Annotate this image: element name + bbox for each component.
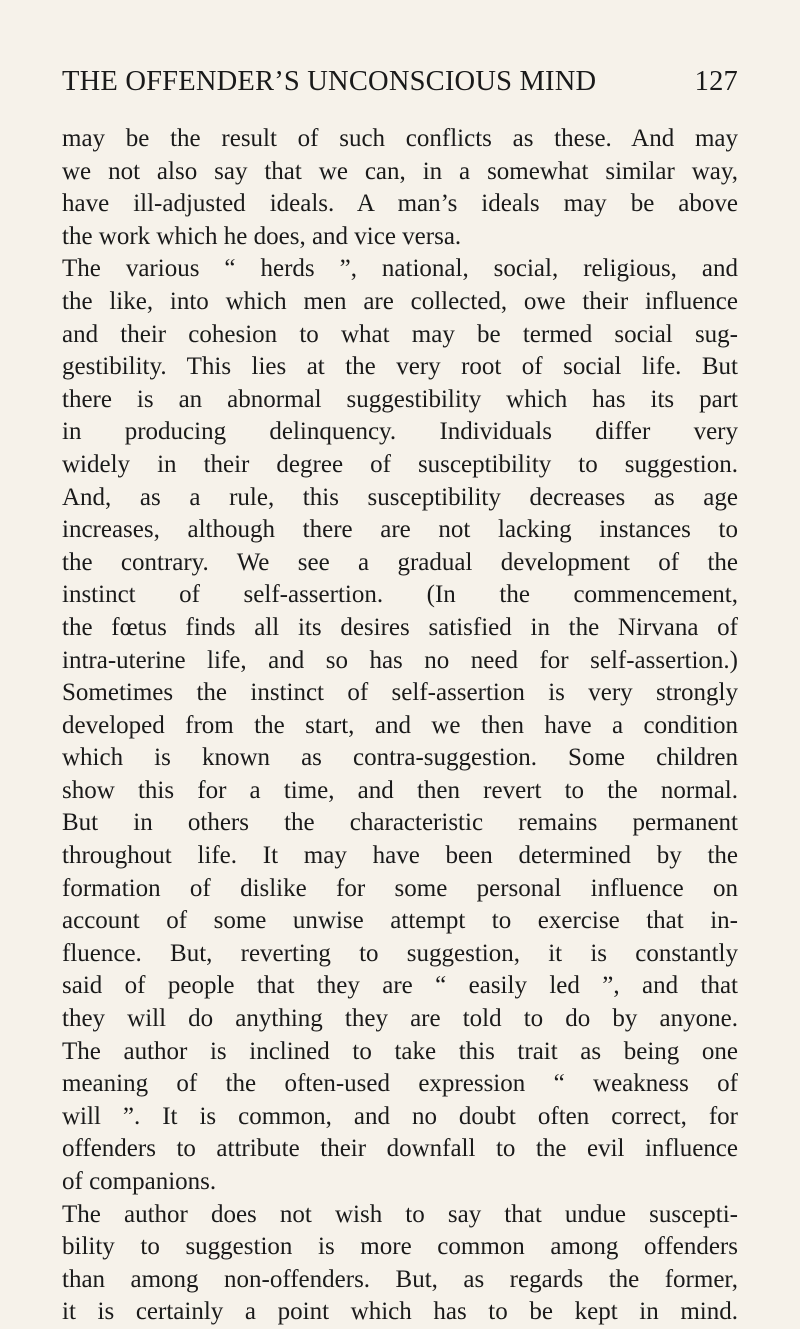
text-line: throughout life. It may have been determined by the: [62, 842, 738, 870]
page-number: 127: [694, 66, 738, 97]
text-line: developed from the start, and we then have a condition: [62, 711, 738, 739]
body-text: [62, 123, 738, 1329]
paragraph-3: [62, 1199, 738, 1329]
text-line: gestibility. This lies at the very root of social life. But: [62, 353, 738, 381]
text-line: have ill-adjusted ideals. A man’s ideals may be above: [62, 190, 738, 218]
text-line: the fœtus finds all its desires satisfied in the Nirvana of: [62, 613, 738, 641]
text-line: widely in their degree of susceptibility to suggestion.: [62, 450, 738, 478]
text-line: account of some unwise attempt to exercise that in-: [62, 907, 738, 935]
text-line: Sometimes the instinct of self-assertion is very strongly: [62, 679, 738, 707]
text-line: and their cohesion to what may be termed social sug-: [62, 320, 738, 348]
text-line: the like, into which men are collected, owe their influence: [62, 287, 738, 315]
text-line: said of people that they are “ easily led ”, and that: [62, 972, 738, 1000]
running-head: [62, 66, 738, 106]
paragraph-2: [62, 253, 738, 1198]
text-line: intra-uterine life, and so has no need for self-assertion.): [62, 646, 738, 674]
text-line: increases, although there are not lacking instances to: [62, 516, 738, 544]
text-line: show this for a time, and then revert to the normal.: [62, 776, 738, 804]
text-line: we not also say that we can, in a somewhat similar way,: [62, 157, 738, 185]
text-line: The author is inclined to take this trait as being one: [62, 1037, 738, 1065]
text-line: offenders to attribute their downfall to the evil influence: [62, 1135, 738, 1163]
paragraph-1: [62, 123, 738, 253]
text-line: will ”. It is common, and no doubt often correct, for: [62, 1102, 738, 1130]
text-line: But in others the characteristic remains permanent: [62, 809, 738, 837]
text-line: formation of dislike for some personal influence on: [62, 874, 738, 902]
text-line: bility to suggestion is more common among offenders: [62, 1233, 738, 1261]
text-line: there is an abnormal suggestibility which has its part: [62, 385, 738, 413]
text-line: The various “ herds ”, national, social, religious, and: [62, 255, 738, 283]
text-line: which is known as contra-suggestion. Some children: [62, 744, 738, 772]
text-line: it is certainly a point which has to be kept in mind.: [62, 1298, 738, 1326]
text-line: meaning of the often-used expression “ weakness of: [62, 1070, 738, 1098]
text-line: may be the result of such conflicts as these. And may: [62, 125, 738, 152]
text-line: And, as a rule, this susceptibility decreases as age: [62, 483, 738, 511]
text-line: instinct of self-assertion. (In the commencement,: [62, 581, 738, 609]
text-line: the work which he does, and vice versa.: [62, 222, 462, 250]
text-line: in producing delinquency. Individuals differ very: [62, 418, 738, 446]
text-line: the contrary. We see a gradual development of the: [62, 548, 738, 576]
text-line: than among non-offenders. But, as regards the former,: [62, 1265, 738, 1293]
text-line: of companions.: [62, 1168, 217, 1195]
text-line: they will do anything they are told to do by anyone.: [62, 1005, 738, 1033]
text-line: fluence. But, reverting to suggestion, it is constantly: [62, 939, 738, 967]
text-line: The author does not wish to say that undue suscepti-: [62, 1200, 738, 1228]
running-head-title: THE OFFENDER’S UNCONSCIOUS MIND: [62, 66, 597, 97]
